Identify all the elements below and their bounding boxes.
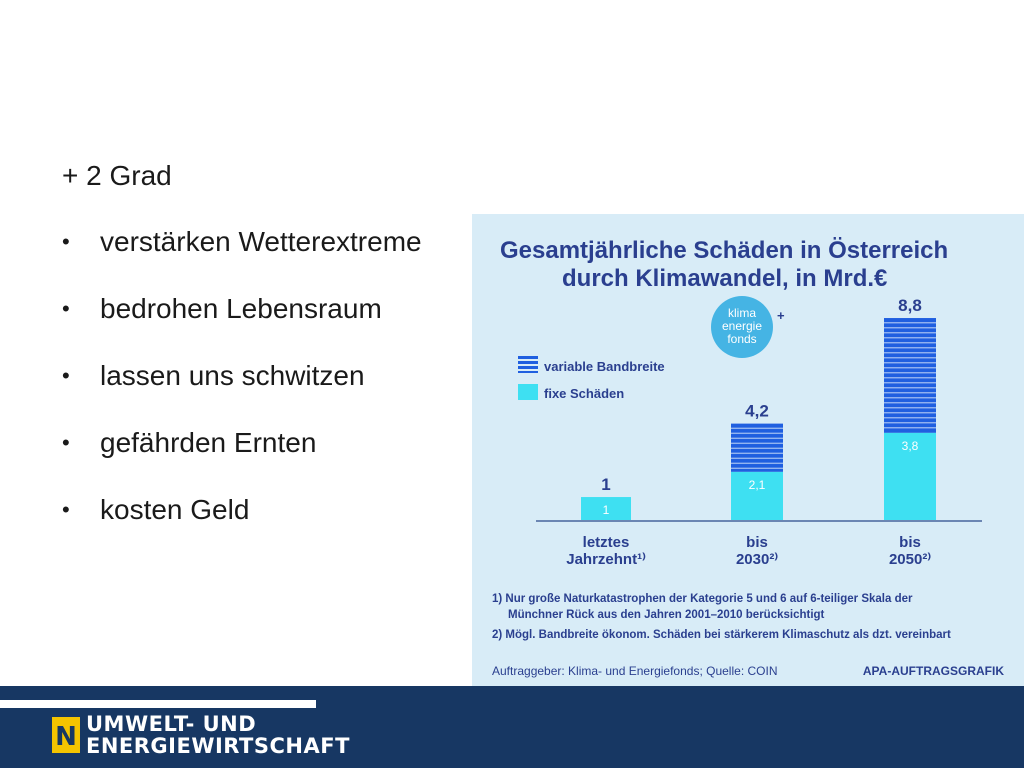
bullet-marker: •: [62, 296, 70, 321]
x-tick-label-1-line1: letztes: [582, 534, 630, 551]
bar-variable-stripe: [884, 322, 936, 323]
brand-wordmark: [86, 713, 350, 757]
brand-line-2: ENERGIEWIRTSCHAFT: [86, 734, 350, 758]
bar-variable-stripe: [884, 377, 936, 378]
bar-variable-stripe: [884, 397, 936, 398]
bar-variable-stripe: [884, 372, 936, 373]
bar-variable-stripe: [884, 427, 936, 428]
bullet-marker: •: [62, 430, 70, 455]
bar-variable-stripe: [884, 337, 936, 338]
slide-text-block: [62, 155, 482, 556]
bar-variable-stripe: [884, 412, 936, 413]
chart-panel: [472, 214, 1024, 686]
logo-letter-icon: [52, 717, 80, 753]
bar-variable-stripe: [884, 402, 936, 403]
bar-variable-stripe: [884, 382, 936, 383]
bullet-item: [62, 288, 482, 330]
bar-variable-stripe: [884, 332, 936, 333]
bullet-marker: •: [62, 363, 70, 388]
chart-baseline: [536, 520, 982, 522]
bar-variable-stripe: [884, 342, 936, 343]
bar-variable-stripe: [884, 367, 936, 368]
bar-variable-stripe: [731, 443, 783, 444]
chart-source: Auftraggeber: Klima- und Energiefonds; Quelle: COIN: [492, 664, 778, 678]
bar-total-label-2: 4,2: [745, 401, 769, 421]
klima-energiefonds-badge: [711, 296, 785, 358]
legend-swatch-fixed: [518, 384, 538, 400]
bar-fixed-label-1: 1: [602, 503, 610, 517]
bar-variable-stripe: [731, 428, 783, 429]
bar-variable-stripe: [731, 453, 783, 454]
bullet-item: [62, 221, 482, 263]
badge-plus: +: [777, 308, 785, 323]
bullet-text: kosten Geld: [100, 494, 250, 525]
damage-bar-chart: [472, 214, 1024, 686]
chart-title-line2: durch Klimawandel, in Mrd.€: [562, 265, 888, 292]
badge-line-2: energie: [721, 319, 763, 333]
bullet-item: [62, 422, 482, 464]
bar-fixed-label-2: 2,1: [748, 477, 766, 492]
legend-swatch-variable: [518, 356, 538, 373]
bullet-marker: •: [62, 229, 70, 254]
bar-variable-stripe: [731, 458, 783, 459]
bar-variable-stripe: [731, 468, 783, 469]
badge-line-3: fonds: [727, 332, 757, 346]
bullet-text: gefährden Ernten: [100, 427, 317, 458]
bar-variable-stripe: [884, 417, 936, 418]
bar-variable-stripe: [884, 347, 936, 348]
brand-line-1: UMWELT- UND: [86, 712, 257, 736]
logo-letter: N: [55, 722, 77, 752]
bar-variable-stripe: [731, 433, 783, 434]
slide-heading: + 2 Grad: [62, 160, 172, 191]
x-tick-label-1-line2: Jahrzehnt¹⁾: [566, 551, 646, 568]
bar-total-label-3: 8,8: [898, 296, 922, 316]
x-tick-label-3-line1: bis: [899, 534, 921, 551]
footer-accent-line: [0, 700, 316, 708]
chart-credit: APA-AUFTRAGSGRAFIK: [862, 664, 1004, 678]
bar-variable-stripe: [731, 438, 783, 439]
legend-label-fixed: fixe Schäden: [544, 386, 625, 401]
chart-legend: [518, 356, 665, 401]
bar-variable-stripe: [884, 327, 936, 328]
chart-title-line1: Gesamtjährliche Schäden in Österreich: [500, 237, 949, 264]
bar-variable-stripe: [884, 352, 936, 353]
bullet-item: [62, 355, 482, 397]
bullet-text: lassen uns schwitzen: [100, 360, 365, 391]
bar-variable-3: [884, 318, 936, 433]
bar-variable-stripe: [884, 407, 936, 408]
bullet-text: bedrohen Lebensraum: [100, 293, 382, 324]
footnote-2: 2) Mögl. Bandbreite ökonom. Schäden bei stärkerem Klimaschutz als dzt. vereinbart: [492, 629, 951, 641]
x-tick-label-3-line2: 2050²⁾: [888, 551, 932, 568]
badge-line-1: klima: [727, 306, 757, 320]
bar-variable-stripe: [731, 463, 783, 464]
bullet-list: [62, 221, 482, 531]
bar-variable-stripe: [884, 362, 936, 363]
bar-fixed-label-3: 3,8: [901, 438, 919, 453]
bar-variable-stripe: [731, 448, 783, 449]
bullet-marker: •: [62, 497, 70, 522]
bullet-text: verstärken Wetterextreme: [100, 226, 422, 257]
x-tick-label-2-line2: 2030²⁾: [735, 551, 779, 568]
bar-total-label-1: 1: [601, 475, 611, 495]
footnote-1: 1) Nur große Naturkatastrophen der Kategorie 5 und 6 auf 6-teiliger Skala der: [492, 593, 913, 605]
bar-variable-stripe: [884, 357, 936, 358]
bar-variable-stripe: [884, 392, 936, 393]
legend-label-variable: variable Bandbreite: [544, 359, 665, 374]
footnote-1-cont: Münchner Rück aus den Jahren 2001–2010 berücksichtigt: [508, 609, 825, 621]
x-tick-label-2-line1: bis: [746, 534, 768, 551]
bar-variable-stripe: [884, 387, 936, 388]
bullet-item: [62, 489, 482, 531]
bar-variable-stripe: [884, 422, 936, 423]
brand-logo-icon: [52, 717, 80, 753]
